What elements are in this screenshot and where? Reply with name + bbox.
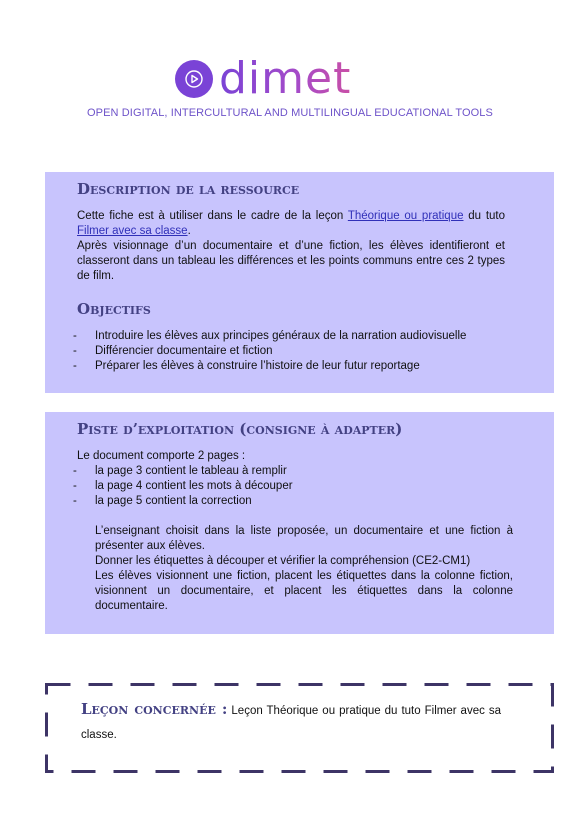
objectifs-list (45, 329, 466, 374)
description-heading: Description de la ressource (77, 180, 300, 198)
description-panel (45, 172, 554, 393)
list-item: - Introduire les élèves aux principes généraux de la narration audiovisuelle (45, 329, 466, 344)
objectifs-heading: Objectifs (77, 300, 151, 318)
piste-para1: L’enseignant choisit dans la liste proposée, un documentaire et une fiction à présenter aux élèves. (95, 525, 513, 552)
description-end: . (187, 225, 191, 237)
list-item: - la page 5 contient la correction (45, 494, 293, 509)
description-mid-text: du tuto (468, 210, 506, 222)
list-item: - Préparer les élèves à construire l’histoire de leur futur reportage (45, 359, 466, 374)
logo-wordmark: dimet (219, 53, 352, 104)
description-body: Après visionnage d’un documentaire et d’une fiction, les élèves identifieront et classeront dans un tableau les différences et les points communs entre ces 2 types de film. (77, 240, 505, 282)
piste-para3: Les élèves visionnent une fiction, placent les étiquettes dans la colonne fiction, visionnent un documentaire, et placent les étiquettes dans la colonne documentaire. (95, 570, 513, 612)
piste-para2: Donner les étiquettes à découper et vérifier la compréhension (CE2-CM1) (95, 555, 471, 567)
piste-heading: Piste d’exploitation (consigne à adapter) (77, 420, 403, 438)
list-item: - Différencier documentaire et fiction (45, 344, 466, 359)
play-icon (175, 60, 213, 98)
piste-list (45, 464, 293, 509)
lecon-title: Leçon concernée : (81, 700, 228, 718)
tagline: OPEN DIGITAL, INTERCULTURAL AND MULTILINGUAL EDUCATIONAL TOOLS (87, 107, 493, 119)
piste-panel (45, 412, 554, 634)
lecon-frame (45, 683, 554, 773)
lecon-text: Leçon Théorique ou pratique du tuto Filmer avec sa classe. (81, 705, 501, 741)
piste-intro: Le document comporte 2 pages : (77, 450, 246, 462)
list-item: - la page 4 contient les mots à découper (45, 479, 293, 494)
list-item: - la page 3 contient le tableau à remplir (45, 464, 293, 479)
description-intro (77, 209, 505, 239)
link-filmer-avec-sa-classe[interactable]: Filmer avec sa classe (77, 225, 188, 237)
link-theorique-ou-pratique[interactable]: Théorique ou pratique (347, 210, 464, 222)
dimet-logo (175, 54, 351, 104)
description-intro-text: Cette fiche est à utiliser dans le cadre de la leçon (77, 210, 344, 222)
lecon-text-block (81, 697, 501, 747)
